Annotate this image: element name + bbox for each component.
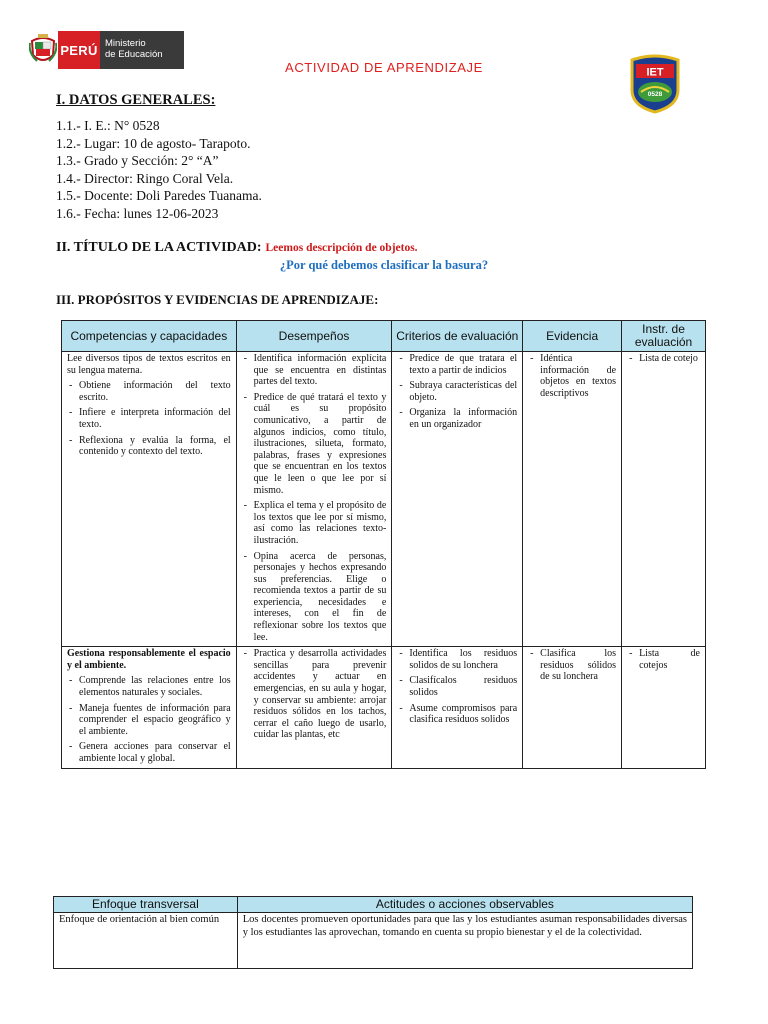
competencia-text: Lee diversos tipos de textos escritos en su lengua materna. [67,353,231,376]
capacidad-item: - Obtiene información del texto escrito. [67,380,231,403]
evidencia-cell [523,352,622,647]
datos-generales-heading: I. DATOS GENERALES: [56,92,216,108]
dato-docente: 1.5.- Docente: Doli Paredes Tuanama. [56,188,262,204]
competencia-cell [62,647,237,768]
col-desempenos: Desempeños [236,321,392,352]
evidencia-text: - Idéntica información de objetos en textos descriptivos [528,353,616,399]
capacidad-item: - Comprende las relaciones entre los elementos naturales y sociales. [67,675,231,698]
dato-grado: 1.3.- Grado y Sección: 2° “A” [56,153,219,169]
desempeno-item: - Predice de qué tratará el texto y cuál es su propósito comunicativo, a partir de algunos indicios, como título, ilustraciones, silueta, formato, palabras, frases y expresiones que se encuentran en los textos que le leen o que lee por sí mismo. [242,392,387,496]
criterio-item: - Identifica los residuos solidos de su lonchera [397,648,517,671]
table-header-row [62,321,706,352]
col-instrumento: Instr. de evaluación [622,321,706,352]
desempeno-item: - Identifica información explícita que se encuentra en distintas partes del texto. [242,353,387,388]
enfoque-table [53,896,693,969]
col-competencias: Competencias y capacidades [62,321,237,352]
capacidad-item: - Reflexiona y evalúa la forma, el contenido y contexto del texto. [67,435,231,458]
desempenos-cell [236,647,392,768]
evidencia-text: - Clasifica los residuos sólidos de su lonchera [528,648,616,683]
instrumento-text: - Lista de cotejos [627,648,700,671]
desempenos-cell [236,352,392,647]
enfoque-cell: Enfoque de orientación al bien común [54,913,238,969]
dato-fecha: 1.6.- Fecha: lunes 12-06-2023 [56,205,219,221]
desempeno-item: - Opina acerca de personas, personajes y hechos expresando sus preferencias. Elige o recomienda textos a partir de su experiencia, necesidades e intereses, con el fin de reflexionar sobre los textos que lee. [242,551,387,644]
competencia-text: Gestiona responsablemente el espacio y el ambiente. [67,648,231,671]
dato-director: 1.4.- Director: Ringo Coral Vela. [56,170,234,186]
instrumento-text: - Lista de cotejo [627,353,700,365]
table-header-row [54,897,693,913]
ministerio-line1: Ministerio [105,38,146,49]
school-logo-number: 0528 [647,91,663,98]
competencia-cell [62,352,237,647]
criterio-item: - Subraya características del objeto. [397,380,517,403]
capacidad-item: - Infiere e interpreta información del texto. [67,407,231,430]
instrumento-cell [622,352,706,647]
table-row [62,352,706,647]
criterio-item: - Organiza la información en un organizador [397,407,517,430]
propositos-table [61,320,706,769]
titulo-actividad-heading [56,240,418,256]
peru-label: PERÚ [58,31,100,69]
criterio-item: - Clasifícalos residuos solidos [397,675,517,698]
capacidad-item: - Genera acciones para conservar el ambiente local y global. [67,741,231,764]
col-evidencia: Evidencia [523,321,622,352]
titulo-actividad-label: II. TÍTULO DE LA ACTIVIDAD: [56,240,262,255]
school-logo-letters: IET [646,66,664,79]
dato-lugar: 1.2.- Lugar: 10 de agosto- Tarapoto. [56,135,251,151]
page-title: ACTIVIDAD DE APRENDIZAJE [285,60,483,75]
actividad-nombre: Leemos descripción de objetos. [265,242,418,254]
evidencia-cell [523,647,622,768]
criterios-cell [392,647,523,768]
desempeno-item: - Practica y desarrolla actividades sencillas para prevenir accidentes y actuar en emergencias, en su aula y hogar, y conservar su ambiente: arrojar residuos sólidos en los tachos, cerrar el caño luego de usarlo, cuidar las plantas, etc [242,648,387,741]
criterio-item: - Asume compromisos para clasifica residuos solidos [397,703,517,726]
criterio-item: - Predice de que tratara el texto a partir de indicios [397,353,517,376]
table-row [54,913,693,969]
col-enfoque: Enfoque transversal [54,897,238,913]
table-row [62,647,706,768]
col-criterios: Criterios de evaluación [392,321,523,352]
instrumento-cell [622,647,706,768]
datos-generales-list [56,117,262,223]
propositos-heading: III. PROPÓSITOS Y EVIDENCIAS DE APRENDIZAJE: [56,292,379,307]
ministerio-line2: de Educación [105,49,163,60]
criterios-cell [392,352,523,647]
dato-ie: 1.1.- I. E.: N° 0528 [56,118,160,133]
pregunta-actividad: ¿Por qué debemos clasificar la basura? [279,258,489,272]
col-actitudes: Actitudes o acciones observables [237,897,692,913]
actitudes-cell: Los docentes promueven oportunidades para que las y los estudiantes asuman responsabilidades diversas y los estudiantes las aprovechan, tomando en cuenta su propio bienestar y el de la colectividad. [237,913,692,969]
capacidad-item: - Maneja fuentes de información para comprender el espacio geográfico y el ambiente. [67,703,231,738]
desempeno-item: - Explica el tema y el propósito de los textos que lee por sí mismo, así como las relaciones texto-ilustración. [242,500,387,546]
